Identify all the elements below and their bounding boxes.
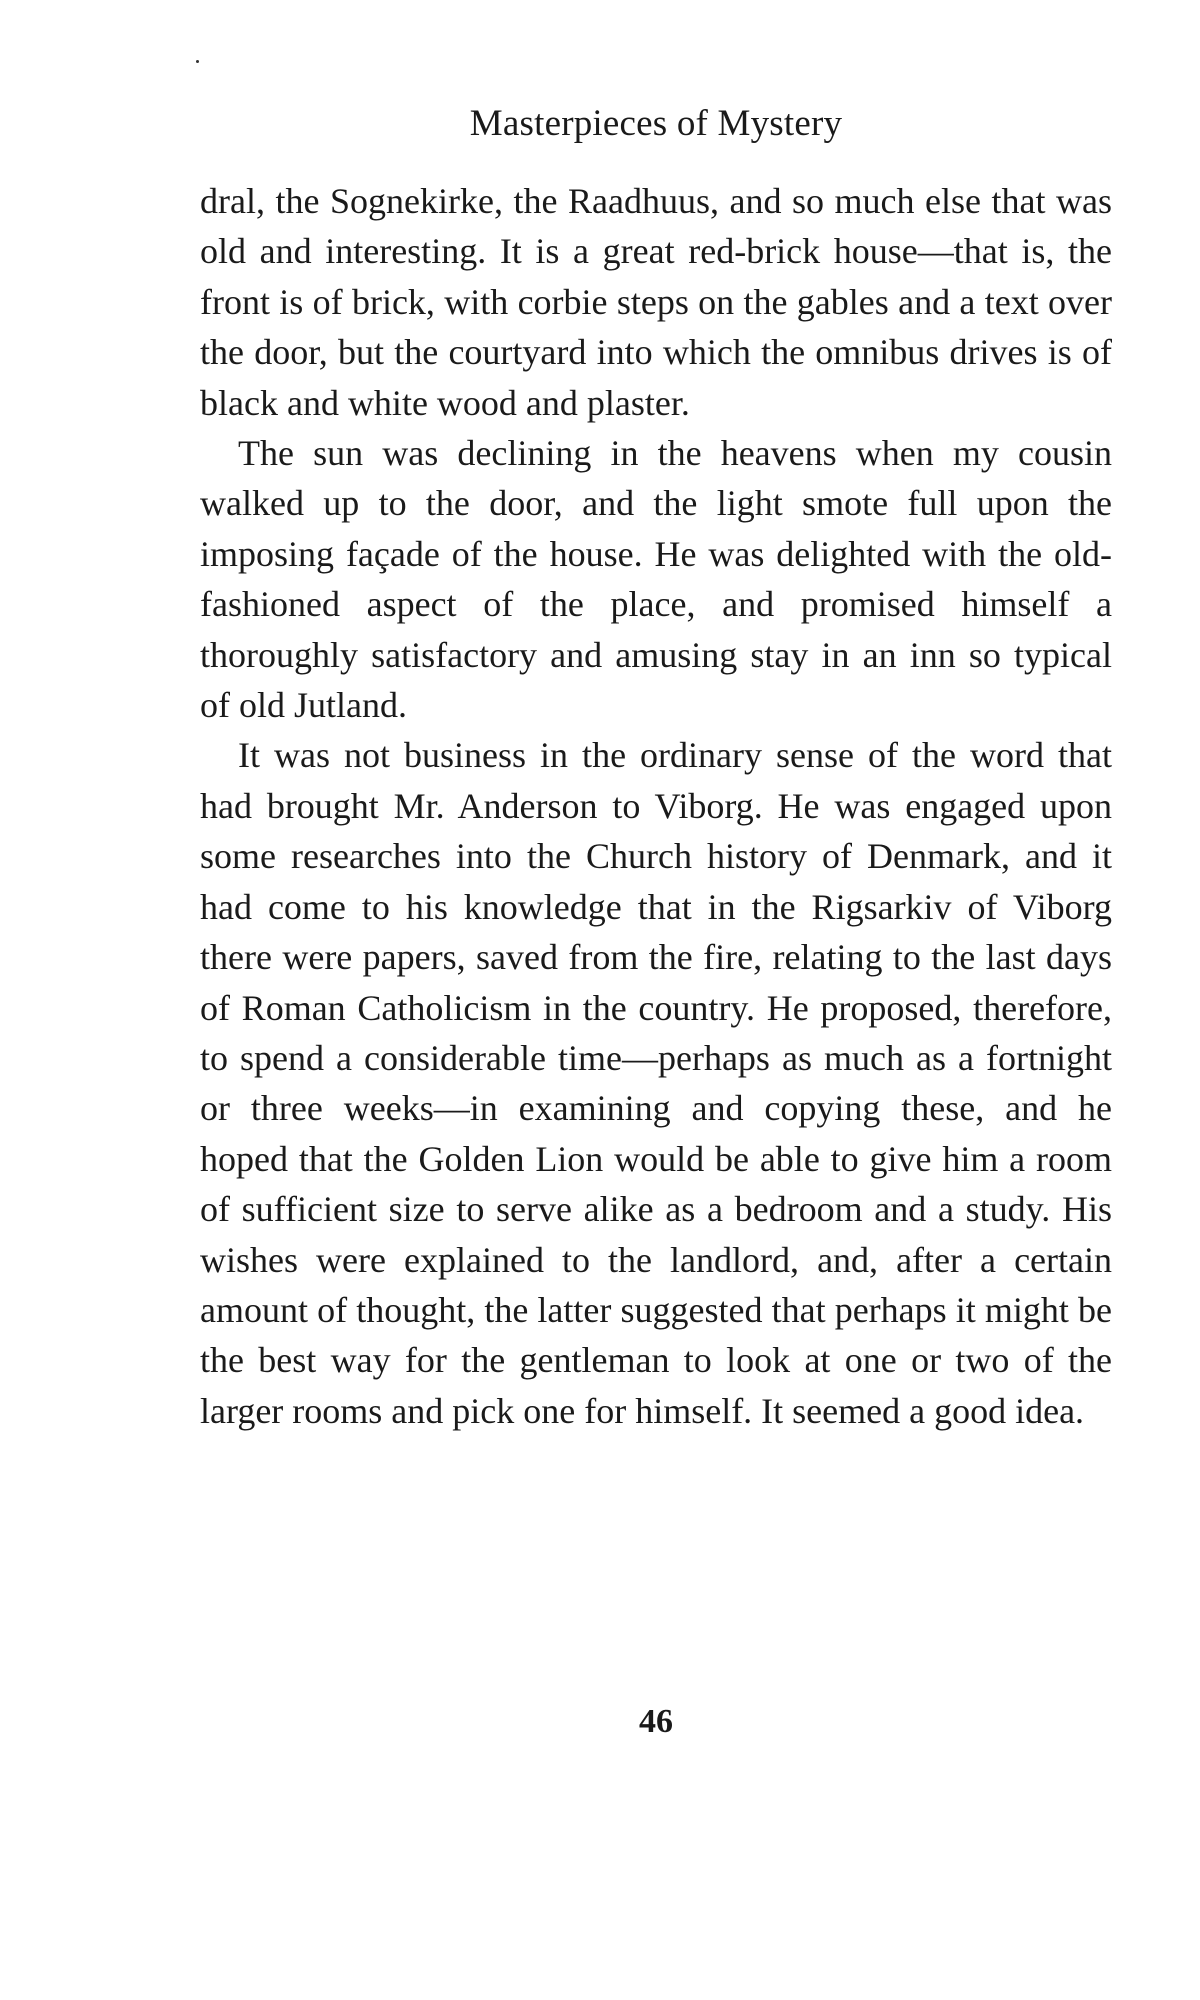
print-speck	[196, 60, 199, 63]
paragraph: The sun was declining in the heavens when my cousin walked up to the door, and the light smote full upon the imposing façade of the house. He was delighted with the old-fashioned aspect of the place, and promised himself a thoroughly satisfactory and amusing stay in an inn so typical of old Jutland.	[200, 433, 1112, 726]
page-number: 46	[639, 1703, 673, 1740]
paragraph-continued: dral, the Sognekirke, the Raadhuus, and so much else that was old and interesting. It is a great red-brick house—that is, the front is of brick, with corbie steps on the gables and a text over the door, but the courtyard into which the omnibus drives is of black and white wood and plaster.	[200, 181, 1112, 423]
running-title: Masterpieces of Mystery	[469, 103, 843, 144]
paragraph: It was not business in the ordinary sense of the word that had brought Mr. Anderson to Viborg. He was engaged upon some researches into the Church history of Denmark, and it had come to his knowledge that in the Rigsarkiv of Viborg there were papers, saved from the fire, relating to the last days of Roman Catholicism in the country. He proposed, therefore, to spend a considerable time—perhaps as much as a fortnight or three weeks—in examining and copying these, and he hoped that the Golden Lion would be able to give him a room of sufficient size to serve alike as a bedroom and a study. His wishes were explained to the landlord, and, after a certain amount of thought, the latter suggested that perhaps it might be the best way for the gentleman to look at one or two of the larger rooms and pick one for himself. It seemed a good idea.	[200, 735, 1112, 1431]
body-text	[200, 176, 1112, 1436]
